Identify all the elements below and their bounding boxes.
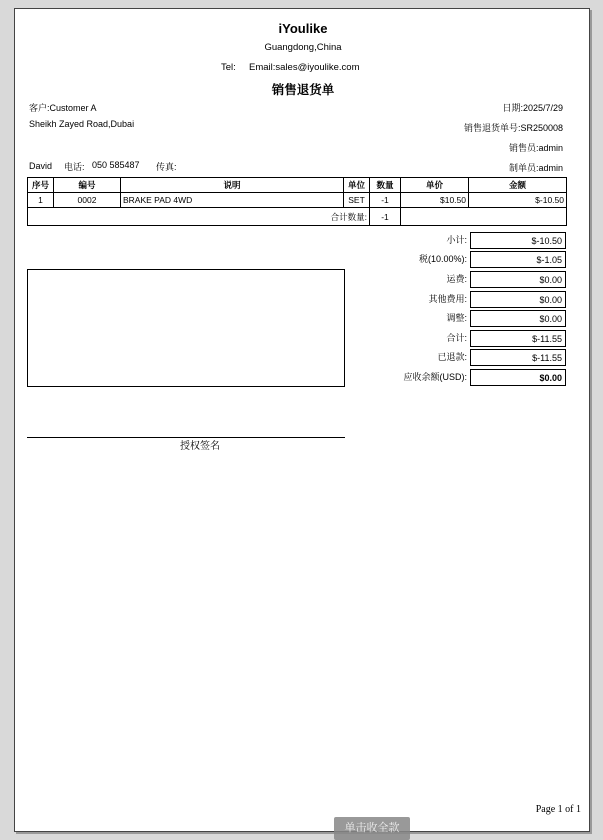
email-line: Email:sales@iyoulike.com	[249, 62, 360, 73]
tel-label: Tel:	[221, 62, 236, 73]
refunded-value: $-11.55	[470, 349, 566, 366]
cell-amount: $-10.50	[469, 193, 567, 208]
adjustment-value: $0.00	[470, 310, 566, 327]
other-fees-value: $0.00	[470, 291, 566, 308]
fax-label: 传真:	[156, 162, 177, 172]
cell-quantity: -1	[370, 193, 401, 208]
total-quantity-row	[28, 208, 567, 226]
cell-code: 0002	[54, 193, 121, 208]
header-unit: 单位	[344, 178, 370, 193]
table-header-row	[28, 178, 567, 193]
signature-label: 授权签名	[180, 441, 220, 452]
shipping-value: $0.00	[470, 271, 566, 288]
tax-label: 税(10.00%):	[418, 254, 467, 264]
total-value: $-11.55	[470, 330, 566, 347]
collect-full-payment-button[interactable]: 单击收全款	[334, 817, 410, 840]
cell-index: 1	[28, 193, 54, 208]
document-page	[14, 8, 590, 832]
cell-unit: SET	[344, 193, 370, 208]
total-quantity-label: 合计数量:	[28, 208, 370, 226]
phone-label: 电话:	[64, 162, 85, 172]
table-row	[28, 193, 567, 208]
balance-due-label: 应收余额(USD):	[403, 372, 467, 382]
items-table	[27, 177, 567, 226]
document-date: 日期:2025/7/29	[502, 103, 563, 113]
company-name: iYoulike	[278, 21, 328, 36]
company-address: Guangdong,China	[264, 42, 342, 53]
other-fees-label: 其他费用:	[428, 294, 467, 304]
cell-unit-price: $10.50	[401, 193, 469, 208]
subtotal-label: 小计:	[446, 235, 467, 245]
cell-description: BRAKE PAD 4WD	[121, 193, 344, 208]
header-unit-price: 单价	[401, 178, 469, 193]
subtotal-value: $-10.50	[470, 232, 566, 249]
balance-due-value: $0.00	[470, 369, 566, 386]
salesperson: 销售员:admin	[508, 143, 563, 153]
page-indicator: Page 1 of 1	[535, 804, 581, 815]
total-quantity-value: -1	[370, 208, 401, 226]
shipping-label: 运费:	[446, 274, 467, 284]
header-code: 编号	[54, 178, 121, 193]
header-amount: 金额	[469, 178, 567, 193]
return-number: 销售退货单号:SR250008	[463, 123, 563, 133]
contact-name: David	[29, 161, 53, 171]
adjustment-label: 调整:	[446, 313, 467, 323]
notes-box	[27, 269, 345, 387]
customer-address: Sheikh Zayed Road,Dubai	[29, 119, 135, 129]
total-quantity-blank	[401, 208, 567, 226]
header-index: 序号	[28, 178, 54, 193]
customer-name: 客户:Customer A	[29, 103, 97, 113]
refunded-label: 已退款:	[437, 352, 467, 362]
document-title: 销售退货单	[271, 83, 335, 97]
document-maker: 制单员:admin	[508, 163, 563, 173]
tax-value: $-1.05	[470, 251, 566, 268]
phone-number: 050 585487	[92, 160, 140, 170]
header-quantity: 数量	[370, 178, 401, 193]
header-description: 说明	[121, 178, 344, 193]
total-label: 合计:	[446, 333, 467, 343]
